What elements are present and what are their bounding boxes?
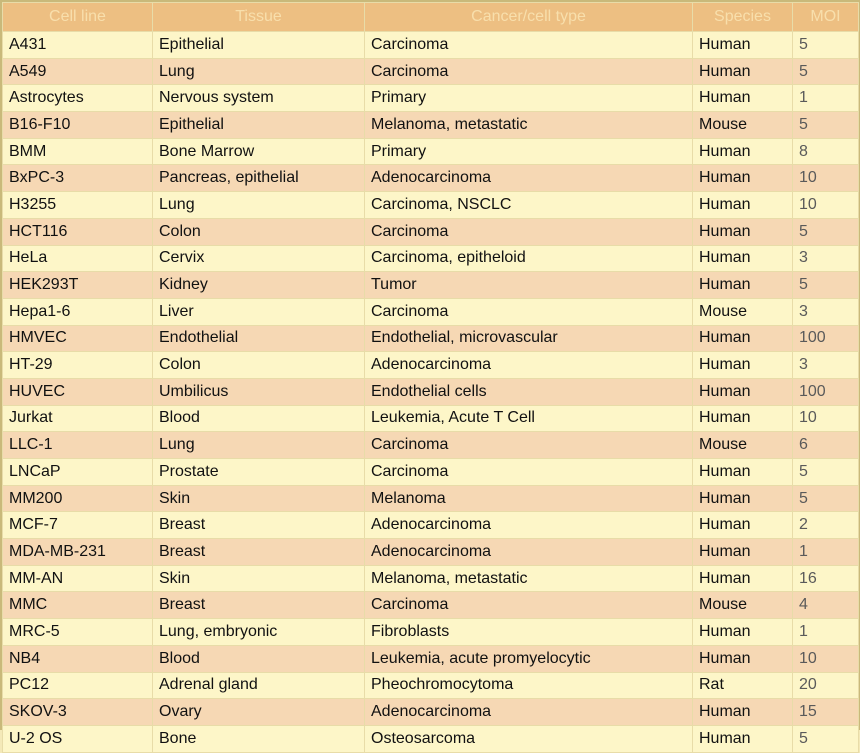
- tissue-cell: Blood: [153, 645, 365, 672]
- tissue-cell: Colon: [153, 218, 365, 245]
- cancer-type-cell: Carcinoma: [365, 592, 693, 619]
- table-row: [3, 192, 859, 219]
- cell-line-table: [2, 2, 859, 753]
- cancer-type-cell: Endothelial cells: [365, 378, 693, 405]
- cell-line-cell: MDA-MB-231: [3, 539, 153, 566]
- tissue-cell: Ovary: [153, 699, 365, 726]
- species-cell: Mouse: [693, 298, 793, 325]
- moi-cell: 3: [793, 245, 859, 272]
- table-row: [3, 459, 859, 486]
- table-row: [3, 619, 859, 646]
- species-cell: Human: [693, 138, 793, 165]
- cell-line-cell: Hepa1-6: [3, 298, 153, 325]
- tissue-cell: Umbilicus: [153, 378, 365, 405]
- moi-cell: 5: [793, 58, 859, 85]
- moi-cell: 10: [793, 645, 859, 672]
- moi-cell: 1: [793, 539, 859, 566]
- tissue-cell: Colon: [153, 352, 365, 379]
- moi-cell: 5: [793, 459, 859, 486]
- moi-cell: 2: [793, 512, 859, 539]
- species-cell: Human: [693, 165, 793, 192]
- cancer-type-cell: Carcinoma: [365, 298, 693, 325]
- moi-cell: 1: [793, 619, 859, 646]
- cancer-type-cell: Endothelial, microvascular: [365, 325, 693, 352]
- moi-cell: 100: [793, 378, 859, 405]
- moi-cell: 4: [793, 592, 859, 619]
- species-cell: Rat: [693, 672, 793, 699]
- cancer-type-cell: Primary: [365, 85, 693, 112]
- tissue-cell: Skin: [153, 485, 365, 512]
- cancer-type-cell: Adenocarcinoma: [365, 699, 693, 726]
- moi-cell: 10: [793, 405, 859, 432]
- moi-cell: 5: [793, 485, 859, 512]
- moi-cell: 15: [793, 699, 859, 726]
- cancer-type-cell: Carcinoma: [365, 432, 693, 459]
- cell-line-cell: HCT116: [3, 218, 153, 245]
- cancer-type-cell: Carcinoma, NSCLC: [365, 192, 693, 219]
- cancer-type-cell: Leukemia, Acute T Cell: [365, 405, 693, 432]
- cancer-type-cell: Carcinoma: [365, 32, 693, 59]
- species-cell: Human: [693, 218, 793, 245]
- tissue-cell: Liver: [153, 298, 365, 325]
- species-cell: Human: [693, 645, 793, 672]
- species-cell: Human: [693, 32, 793, 59]
- cancer-type-cell: Melanoma, metastatic: [365, 565, 693, 592]
- tissue-cell: Adrenal gland: [153, 672, 365, 699]
- table-row: [3, 539, 859, 566]
- cell-line-cell: B16-F10: [3, 112, 153, 139]
- species-cell: Mouse: [693, 592, 793, 619]
- cell-line-cell: LLC-1: [3, 432, 153, 459]
- tissue-cell: Bone: [153, 725, 365, 752]
- tissue-cell: Prostate: [153, 459, 365, 486]
- table-row: [3, 565, 859, 592]
- cell-line-cell: SKOV-3: [3, 699, 153, 726]
- table-row: [3, 298, 859, 325]
- table-row: [3, 699, 859, 726]
- tissue-cell: Cervix: [153, 245, 365, 272]
- species-cell: Human: [693, 85, 793, 112]
- species-cell: Human: [693, 459, 793, 486]
- table-row: [3, 112, 859, 139]
- tissue-cell: Kidney: [153, 272, 365, 299]
- table-row: [3, 378, 859, 405]
- table-row: [3, 272, 859, 299]
- table-header: [3, 3, 859, 32]
- cancer-type-cell: Tumor: [365, 272, 693, 299]
- moi-cell: 5: [793, 725, 859, 752]
- cancer-type-cell: Melanoma: [365, 485, 693, 512]
- species-cell: Human: [693, 512, 793, 539]
- header-species: Species: [693, 3, 793, 32]
- tissue-cell: Epithelial: [153, 32, 365, 59]
- cell-line-cell: BMM: [3, 138, 153, 165]
- table-row: [3, 32, 859, 59]
- tissue-cell: Epithelial: [153, 112, 365, 139]
- cell-line-cell: LNCaP: [3, 459, 153, 486]
- cell-line-cell: Jurkat: [3, 405, 153, 432]
- cancer-type-cell: Adenocarcinoma: [365, 539, 693, 566]
- tissue-cell: Skin: [153, 565, 365, 592]
- cell-line-cell: MRC-5: [3, 619, 153, 646]
- tissue-cell: Breast: [153, 539, 365, 566]
- tissue-cell: Endothelial: [153, 325, 365, 352]
- moi-cell: 6: [793, 432, 859, 459]
- header-tissue: Tissue: [153, 3, 365, 32]
- species-cell: Human: [693, 725, 793, 752]
- species-cell: Human: [693, 272, 793, 299]
- cancer-type-cell: Carcinoma: [365, 218, 693, 245]
- table-row: [3, 58, 859, 85]
- header-row: [3, 3, 859, 32]
- cell-line-cell: MM-AN: [3, 565, 153, 592]
- table-row: [3, 352, 859, 379]
- cell-line-cell: MM200: [3, 485, 153, 512]
- cell-line-cell: HUVEC: [3, 378, 153, 405]
- species-cell: Human: [693, 485, 793, 512]
- tissue-cell: Blood: [153, 405, 365, 432]
- moi-cell: 5: [793, 112, 859, 139]
- cell-line-cell: MCF-7: [3, 512, 153, 539]
- tissue-cell: Lung: [153, 192, 365, 219]
- moi-cell: 100: [793, 325, 859, 352]
- cell-line-cell: Astrocytes: [3, 85, 153, 112]
- cancer-type-cell: Adenocarcinoma: [365, 165, 693, 192]
- tissue-cell: Lung, embryonic: [153, 619, 365, 646]
- table-row: [3, 512, 859, 539]
- moi-cell: 16: [793, 565, 859, 592]
- table-row: [3, 325, 859, 352]
- cell-line-cell: NB4: [3, 645, 153, 672]
- species-cell: Mouse: [693, 432, 793, 459]
- table-row: [3, 645, 859, 672]
- cancer-type-cell: Pheochromocytoma: [365, 672, 693, 699]
- cancer-type-cell: Primary: [365, 138, 693, 165]
- tissue-cell: Lung: [153, 58, 365, 85]
- cell-line-cell: BxPC-3: [3, 165, 153, 192]
- species-cell: Human: [693, 699, 793, 726]
- species-cell: Human: [693, 58, 793, 85]
- table-row: [3, 485, 859, 512]
- tissue-cell: Bone Marrow: [153, 138, 365, 165]
- table-row: [3, 592, 859, 619]
- table-row: [3, 165, 859, 192]
- tissue-cell: Breast: [153, 592, 365, 619]
- cancer-type-cell: Adenocarcinoma: [365, 512, 693, 539]
- cell-line-cell: HeLa: [3, 245, 153, 272]
- moi-cell: 3: [793, 298, 859, 325]
- cell-line-cell: A549: [3, 58, 153, 85]
- cell-line-cell: PC12: [3, 672, 153, 699]
- header-moi: MOI: [793, 3, 859, 32]
- table-row: [3, 218, 859, 245]
- moi-cell: 5: [793, 218, 859, 245]
- species-cell: Mouse: [693, 112, 793, 139]
- tissue-cell: Nervous system: [153, 85, 365, 112]
- species-cell: Human: [693, 325, 793, 352]
- cell-line-cell: H3255: [3, 192, 153, 219]
- cell-line-cell: MMC: [3, 592, 153, 619]
- table-row: [3, 138, 859, 165]
- moi-cell: 5: [793, 272, 859, 299]
- moi-cell: 10: [793, 165, 859, 192]
- table-body: [3, 32, 859, 753]
- table-row: [3, 725, 859, 752]
- cancer-type-cell: Carcinoma: [365, 58, 693, 85]
- species-cell: Human: [693, 352, 793, 379]
- table-row: [3, 245, 859, 272]
- table-row: [3, 405, 859, 432]
- tissue-cell: Breast: [153, 512, 365, 539]
- table-row: [3, 85, 859, 112]
- moi-cell: 20: [793, 672, 859, 699]
- species-cell: Human: [693, 565, 793, 592]
- moi-cell: 10: [793, 192, 859, 219]
- species-cell: Human: [693, 378, 793, 405]
- moi-cell: 8: [793, 138, 859, 165]
- cancer-type-cell: Fibroblasts: [365, 619, 693, 646]
- cell-line-cell: HT-29: [3, 352, 153, 379]
- tissue-cell: Lung: [153, 432, 365, 459]
- species-cell: Human: [693, 245, 793, 272]
- species-cell: Human: [693, 539, 793, 566]
- header-cell-line: Cell line: [3, 3, 153, 32]
- species-cell: Human: [693, 619, 793, 646]
- cell-line-cell: U-2 OS: [3, 725, 153, 752]
- cancer-type-cell: Osteosarcoma: [365, 725, 693, 752]
- table-row: [3, 672, 859, 699]
- moi-cell: 5: [793, 32, 859, 59]
- cell-line-cell: A431: [3, 32, 153, 59]
- moi-cell: 3: [793, 352, 859, 379]
- tissue-cell: Pancreas, epithelial: [153, 165, 365, 192]
- cancer-type-cell: Leukemia, acute promyelocytic: [365, 645, 693, 672]
- moi-cell: 1: [793, 85, 859, 112]
- table-row: [3, 432, 859, 459]
- cell-line-cell: HEK293T: [3, 272, 153, 299]
- species-cell: Human: [693, 405, 793, 432]
- cancer-type-cell: Melanoma, metastatic: [365, 112, 693, 139]
- cancer-type-cell: Adenocarcinoma: [365, 352, 693, 379]
- cancer-type-cell: Carcinoma: [365, 459, 693, 486]
- cell-line-cell: HMVEC: [3, 325, 153, 352]
- header-cancer-cell-type: Cancer/cell type: [365, 3, 693, 32]
- species-cell: Human: [693, 192, 793, 219]
- cancer-type-cell: Carcinoma, epitheloid: [365, 245, 693, 272]
